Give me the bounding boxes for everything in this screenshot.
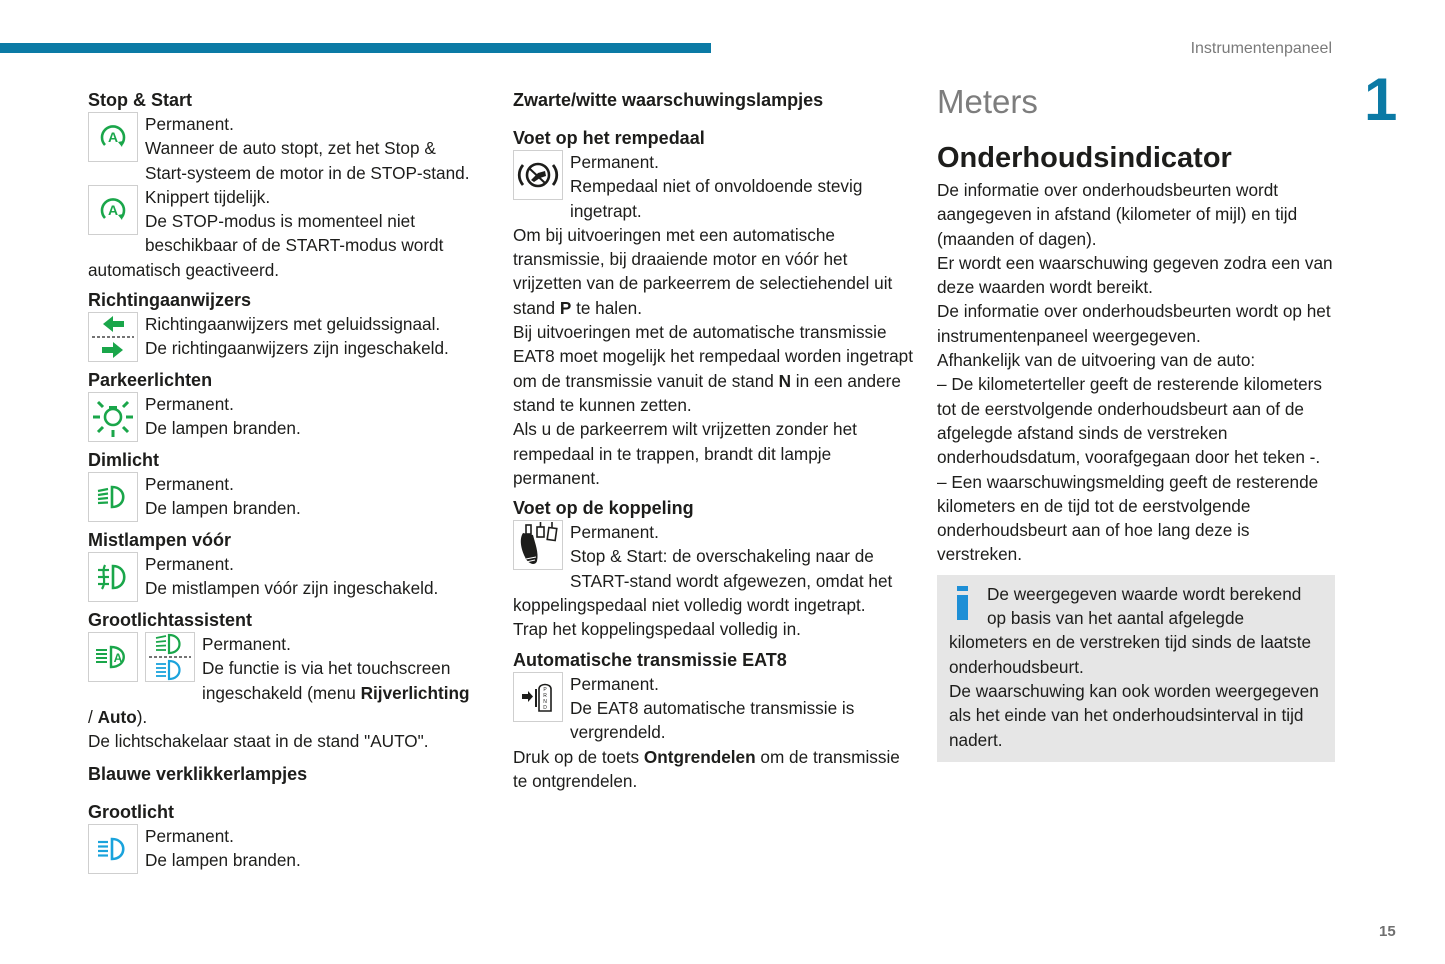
svg-text:N: N xyxy=(543,698,547,705)
entry-status: Permanent. xyxy=(145,114,234,134)
stop-start-auto-icon xyxy=(88,185,138,235)
stop-start-auto-icon xyxy=(88,112,138,162)
section-title-grootlicht: Grootlicht xyxy=(88,801,174,822)
info-note-text: De weergegeven waarde wordt berekend op basis van het aantal afgelegde kilometers en de verstreken tijd sinds de laatste onderhoudsbeurt. xyxy=(949,583,1312,677)
column-right xyxy=(937,82,1335,762)
transmission-locked-icon xyxy=(513,672,563,722)
entry-status: Permanent. xyxy=(570,152,659,172)
column-middle xyxy=(513,88,913,793)
entry-description: De lampen branden. xyxy=(145,418,301,439)
section-title-dimlicht: Dimlicht xyxy=(88,450,160,471)
list-item: – De kilometerteller geeft de resterende kilometers tot de eerstvolgende onderhoudsbeurt aan of de afgelegde afstand sinds de verstreken onderhoudsdatum, voorafgegaan door het teken -. xyxy=(937,374,1322,468)
column-left xyxy=(88,88,478,874)
paragraph: Druk op de toets Ontgrendelen om de transmissie te ontgrendelen. xyxy=(513,746,900,791)
section-title-richtingaanwijzers: Richtingaanwijzers xyxy=(88,290,252,311)
section-title-grootlichtassistent: Grootlichtassistent xyxy=(88,610,253,631)
entry-richtingaanwijzers xyxy=(88,312,478,362)
entry-description: De functie is via het touchscreen ingeschakeld (menu Rijverlichting / Auto). xyxy=(88,658,470,727)
paragraph: Er wordt een waarschuwing gegeven zodra een van deze waarden wordt bereikt. xyxy=(937,252,1333,298)
entry-description: De mistlampen vóór zijn ingeschakeld. xyxy=(145,578,439,599)
entry-stop-start-permanent xyxy=(88,112,478,185)
entry-status: Permanent. xyxy=(145,474,234,495)
entry-status: Permanent. xyxy=(145,554,234,575)
foot-on-clutch-icon xyxy=(513,520,563,570)
svg-text:A: A xyxy=(107,201,119,218)
section-title-stop-start: Stop & Start xyxy=(88,90,193,110)
entry-description: De richtingaanwijzers zijn ingeschakeld. xyxy=(145,338,449,359)
entry-grootlicht xyxy=(88,824,478,874)
high-beam-assist-auto-icon xyxy=(88,632,138,682)
foot-on-brake-icon xyxy=(513,150,563,200)
chapter-number: 1 xyxy=(1364,66,1398,133)
info-note-box xyxy=(937,575,1335,762)
paragraph: Als u de parkeerrem wilt vrijzetten zonder het rempedaal in te trappen, brandt dit lampje permanent. xyxy=(513,419,857,488)
paragraph: Bij uitvoeringen met de automatische transmissie EAT8 moet mogelijk het rempedaal worden ingetrapt om de transmissie vanuit de stand N in een andere stand te kunnen zetten. xyxy=(513,322,913,415)
entry-stop-start-blinking xyxy=(88,185,478,282)
section-title-eat8: Automatische transmissie EAT8 xyxy=(513,649,787,670)
entry-description: Rempedaal niet of onvoldoende stevig ingetrapt. xyxy=(570,176,863,221)
paragraph: Om bij uitvoeringen met een automatische transmissie, bij draaiende motor en vóór het vrijzetten van de parkeerrem de selectiehendel uit stand P te halen. xyxy=(513,224,893,318)
high-beam-icon xyxy=(88,824,138,874)
entry-status: Permanent. xyxy=(202,634,291,655)
entry-koppeling xyxy=(513,520,913,617)
entry-description: De lichtschakelaar staat in de stand "AUTO". xyxy=(88,731,429,752)
svg-text:R: R xyxy=(543,692,547,699)
paragraph: De informatie over onderhoudsbeurten wordt op het instrumentenpaneel weergegeven. xyxy=(937,301,1331,346)
entry-status: Knippert tijdelijk. xyxy=(145,186,271,207)
low-beam-icon xyxy=(88,472,138,522)
entry-description: De EAT8 automatische transmissie is vergrendeld. xyxy=(570,697,855,743)
turn-signal-arrows-icon xyxy=(88,312,138,362)
high-beam-assist-icons xyxy=(88,632,195,682)
entry-dimlicht xyxy=(88,472,478,522)
paragraph: Afhankelijk van de uitvoering van de auto: xyxy=(937,350,1256,371)
svg-text:P: P xyxy=(543,686,547,693)
entry-description: De lampen branden. xyxy=(145,849,301,870)
svg-text:A: A xyxy=(113,651,123,666)
entry-description: De lampen branden. xyxy=(145,498,301,519)
entry-eat8 xyxy=(513,672,913,745)
info-note-text: De waarschuwing kan ook worden weergegeven als het einde van het onderhoudsinterval in tijd nadert. xyxy=(949,680,1319,750)
list-item: – Een waarschuwingsmelding geeft de resterende kilometers en de tijd tot de eerstvolgende onderhoudsbeurt aan of hoe lang deze is verstreken. xyxy=(937,471,1319,565)
entry-description: Stop & Start: de overschakeling naar de START-stand wordt afgewezen, omdat het koppelingspedaal niet volledig wordt ingetrapt. xyxy=(513,546,893,616)
high-low-beam-switch-icon xyxy=(145,632,195,682)
page-heading: Onderhoudsindicator xyxy=(937,142,1232,174)
front-fog-light-icon xyxy=(88,552,138,602)
header-accent-bar xyxy=(0,43,711,53)
entry-parkeerlichten xyxy=(88,392,478,442)
group-title-black-white-indicators: Zwarte/witte waarschuwingslampjes xyxy=(513,90,824,110)
entry-status: Permanent. xyxy=(570,673,659,694)
svg-text:D: D xyxy=(543,704,547,711)
entry-description: De STOP-modus is momenteel niet beschikbaar of de START-modus wordt automatisch geactiveerd. xyxy=(88,211,444,280)
entry-rempedaal xyxy=(513,150,913,223)
section-title-mistlampen: Mistlampen vóór xyxy=(88,530,232,551)
section-title-parkeerlichten: Parkeerlichten xyxy=(88,370,213,391)
entry-status: Permanent. xyxy=(145,394,234,415)
info-icon xyxy=(957,586,971,622)
entry-status: Permanent. xyxy=(145,825,234,846)
section-title-rempedaal: Voet op het rempedaal xyxy=(513,128,705,148)
page-number: 15 xyxy=(1379,923,1396,940)
paragraph: De informatie over onderhoudsbeurten wordt aangegeven in afstand (kilometer of mijl) en tijd (maanden of dagen). xyxy=(937,180,1298,249)
running-head: Instrumentenpaneel xyxy=(1190,40,1332,57)
paragraph: Trap het koppelingspedaal volledig in. xyxy=(513,619,801,640)
parking-lights-icon xyxy=(88,392,138,442)
group-title-blue-indicators: Blauwe verklikkerlampjes xyxy=(88,763,308,784)
entry-status: Richtingaanwijzers met geluidssignaal. xyxy=(145,314,441,335)
svg-text:A: A xyxy=(107,129,119,145)
entry-grootlichtassistent xyxy=(88,632,478,729)
section-title-koppeling: Voet op de koppeling xyxy=(513,498,694,519)
entry-status: Permanent. xyxy=(570,522,659,543)
entry-mistlampen xyxy=(88,552,478,602)
entry-description: Wanneer de auto stopt, zet het Stop & Start-systeem de motor in de STOP-stand. xyxy=(145,138,470,183)
section-title-meters: Meters xyxy=(937,83,1038,120)
